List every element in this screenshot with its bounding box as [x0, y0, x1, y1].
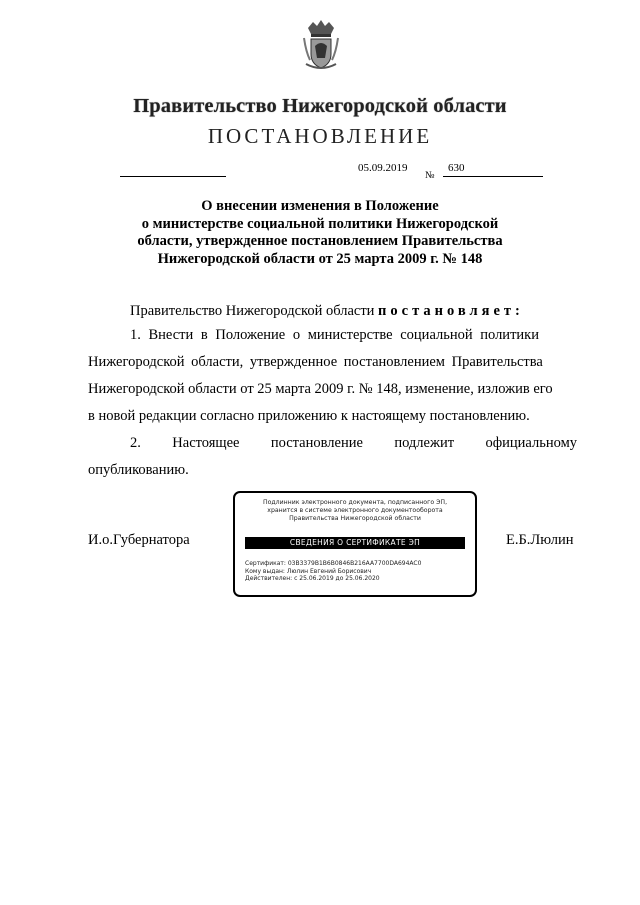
item1-line: в новой редакции согласно приложению к настоящему постановлению. — [88, 408, 530, 424]
document-date: 05.09.2019 — [358, 162, 408, 174]
item2-word: 2. — [130, 435, 141, 451]
number-underline — [443, 176, 543, 177]
title-line: О внесении изменения в Положение — [201, 198, 439, 214]
item2-word: подлежит — [394, 435, 455, 451]
item2-word: официальному — [485, 435, 577, 451]
certificate-owner: Кому выдан: Люлин Евгений Борисович — [245, 567, 372, 575]
stamp-certificate-bar: СВЕДЕНИЯ О СЕРТИФИКАТЕ ЭП — [245, 537, 465, 549]
title-line: о министерстве социальной политики Нижегородской — [141, 215, 499, 232]
title-line: Нижегородской области от 25 марта 2009 г. № 148 — [157, 250, 483, 267]
item-2 — [88, 430, 577, 484]
preamble — [88, 298, 577, 325]
item2-word: Настоящее — [172, 435, 240, 451]
coat-of-arms-icon — [300, 18, 342, 72]
certificate-validity: Действителен: с 25.06.2019 до 25.06.2020 — [245, 575, 380, 582]
item2-line: опубликованию. — [88, 462, 189, 478]
item1-line: Нижегородской области от 25 марта 2009 г. № 148, изменение, изложив его — [88, 381, 553, 397]
item2-word: постановление — [270, 435, 363, 451]
stamp-text: Подлинник электронного документа, подписанного ЭП, — [262, 499, 448, 506]
item1-line: 1. Внести в Положение о министерстве социальной политики — [130, 327, 539, 343]
document-type: ПОСТАНОВЛЕНИЕ — [207, 124, 433, 148]
blank-line-left — [120, 176, 226, 177]
stamp-header — [235, 499, 475, 523]
signatory-position: И.о.Губернатора — [88, 532, 190, 548]
signatory-name: Е.Б.Люлин — [506, 532, 574, 548]
electronic-signature-stamp — [233, 491, 477, 597]
number-sign: № — [425, 170, 435, 181]
title-line: области, утвержденное постановлением Правительства — [137, 233, 503, 249]
stamp-certificate-info — [245, 560, 421, 583]
document-title — [0, 198, 640, 268]
stamp-text: хранится в системе электронного документооборота — [267, 507, 443, 514]
government-name: Правительство Нижегородской области — [133, 95, 507, 117]
document-number: 630 — [448, 162, 465, 174]
certificate-serial: Сертификат: 03B3379B1B6B0846B216AA7700DA694AC0 — [245, 560, 422, 567]
item-1 — [88, 322, 577, 430]
item1-line: Нижегородской области, утвержденное постановлением Правительства — [88, 354, 543, 370]
preamble-keyword: постановляет: — [378, 303, 524, 319]
stamp-text: Правительства Нижегородской области — [289, 515, 421, 522]
preamble-text: Правительство Нижегородской области — [130, 303, 375, 319]
